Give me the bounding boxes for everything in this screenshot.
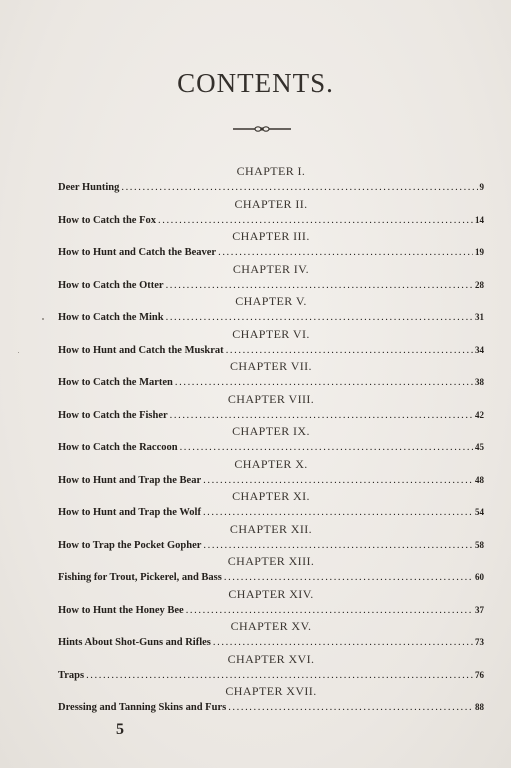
chapter-heading: CHAPTER XIII.	[227, 554, 315, 568]
entry-title: How to Catch the Fox	[58, 214, 156, 226]
toc-chapter-14	[58, 586, 484, 619]
toc-chapter-5	[58, 293, 484, 326]
toc-entry	[58, 407, 484, 424]
entry-title: How to Catch the Raccoon	[58, 442, 178, 453]
toc-entry	[58, 212, 484, 229]
entry-title: Deer Hunting	[58, 182, 120, 193]
dot-leader	[158, 213, 473, 230]
toc-chapter-16	[58, 651, 484, 684]
entry-title: How to Catch the Fisher	[58, 409, 168, 421]
toc-chapter-17	[58, 683, 484, 716]
chapter-heading: CHAPTER XV.	[230, 619, 312, 633]
toc-entry	[58, 309, 484, 326]
dot-leader	[175, 375, 473, 392]
toc-chapter-10	[58, 456, 484, 489]
chapter-heading: CHAPTER IV.	[232, 261, 310, 276]
toc-chapter-4	[58, 261, 484, 294]
toc-entry	[58, 569, 484, 586]
toc-chapter-12	[58, 521, 484, 554]
toc-entry	[58, 439, 484, 456]
entry-title: Fishing for Trout, Pickerel, and Bass	[58, 572, 222, 583]
page-number: 9	[479, 182, 484, 192]
chapter-heading: CHAPTER I.	[236, 164, 306, 178]
dot-leader	[203, 473, 473, 490]
page-number: 54	[475, 507, 484, 517]
page-title: CONTENTS.	[177, 68, 334, 98]
chapter-heading: CHAPTER XVII.	[225, 684, 317, 698]
dot-leader	[186, 603, 473, 620]
entry-title: How to Hunt and Trap the Bear	[58, 474, 202, 486]
paper-speck	[18, 352, 19, 353]
entry-title: Hints About Shot-Guns and Rifles	[58, 637, 211, 648]
page-number: 45	[475, 442, 484, 452]
chapter-heading: CHAPTER III.	[232, 229, 310, 243]
toc-chapter-8	[58, 391, 484, 424]
page-number: 60	[475, 572, 484, 582]
dot-leader	[224, 570, 473, 587]
dot-leader	[170, 408, 473, 425]
ornament-divider	[233, 124, 291, 134]
toc-chapter-9	[58, 423, 484, 456]
dot-leader	[121, 180, 477, 197]
page-number: 48	[475, 474, 484, 485]
page-folio-number: 5	[116, 721, 124, 738]
dot-leader	[203, 538, 473, 555]
toc-entry	[58, 504, 484, 521]
page-number: 73	[475, 637, 484, 647]
toc-chapter-6	[58, 326, 484, 359]
entry-title: How to Catch the Mink	[58, 312, 164, 323]
toc-entry	[58, 537, 484, 554]
table-of-contents	[58, 163, 484, 716]
chapter-heading: CHAPTER VIII.	[227, 391, 315, 406]
chapter-heading: CHAPTER VII.	[230, 359, 312, 373]
page-number: 76	[475, 669, 484, 680]
paper-speck	[42, 318, 44, 320]
entry-title: How to Hunt and Catch the Muskrat	[58, 344, 224, 356]
page-number: 38	[475, 377, 484, 387]
page-number: 34	[475, 344, 484, 355]
toc-entry	[58, 277, 484, 294]
toc-chapter-15	[58, 618, 484, 651]
chapter-heading: CHAPTER XII.	[229, 521, 313, 536]
toc-chapter-7	[58, 358, 484, 391]
toc-chapter-2	[58, 196, 484, 229]
chapter-heading: CHAPTER V.	[235, 294, 307, 308]
entry-title: How to Hunt and Trap the Wolf	[58, 507, 201, 518]
chapter-heading: CHAPTER VI.	[232, 326, 310, 341]
page-number: 14	[475, 214, 484, 225]
toc-chapter-3	[58, 228, 484, 261]
entry-title: Dressing and Tanning Skins and Furs	[58, 702, 227, 713]
toc-chapter-13	[58, 553, 484, 586]
chapter-heading: CHAPTER X.	[234, 456, 308, 471]
chapter-heading: CHAPTER II.	[234, 196, 308, 211]
chapter-heading: CHAPTER IX.	[232, 424, 310, 438]
chapter-heading: CHAPTER XIV.	[228, 586, 314, 601]
entry-title: How to Catch the Marten	[58, 377, 173, 388]
entry-title: How to Catch the Otter	[58, 279, 164, 291]
dot-leader	[180, 440, 473, 457]
dot-leader	[226, 343, 473, 360]
dot-leader	[203, 505, 473, 522]
toc-entry	[58, 179, 484, 196]
entry-title: How to Hunt the Honey Bee	[58, 604, 184, 616]
toc-entry	[58, 374, 484, 391]
page-number: 37	[475, 604, 484, 615]
entry-title: How to Trap the Pocket Gopher	[58, 539, 202, 551]
page-number: 28	[475, 279, 484, 290]
toc-entry	[58, 244, 484, 261]
chapter-heading: CHAPTER XVI.	[227, 651, 315, 666]
page-number: 31	[475, 312, 484, 322]
toc-entry	[58, 634, 484, 651]
toc-chapter-1	[58, 163, 484, 196]
entry-title: Traps	[58, 669, 85, 681]
toc-entry	[58, 342, 484, 359]
page-number: 19	[475, 247, 484, 257]
dot-leader	[228, 700, 473, 717]
toc-entry	[58, 699, 484, 716]
page-number: 42	[475, 409, 484, 420]
dot-leader	[218, 245, 473, 262]
page-number: 88	[475, 702, 484, 712]
entry-title: How to Hunt and Catch the Beaver	[58, 247, 217, 258]
chapter-heading: CHAPTER XI.	[232, 489, 310, 503]
toc-entry	[58, 602, 484, 619]
toc-entry	[58, 472, 484, 489]
page-number: 58	[475, 539, 484, 550]
dot-leader	[166, 278, 473, 295]
toc-entry	[58, 667, 484, 684]
dot-leader	[166, 310, 473, 327]
dot-leader	[86, 668, 473, 685]
dot-leader	[213, 635, 473, 652]
toc-chapter-11	[58, 488, 484, 521]
